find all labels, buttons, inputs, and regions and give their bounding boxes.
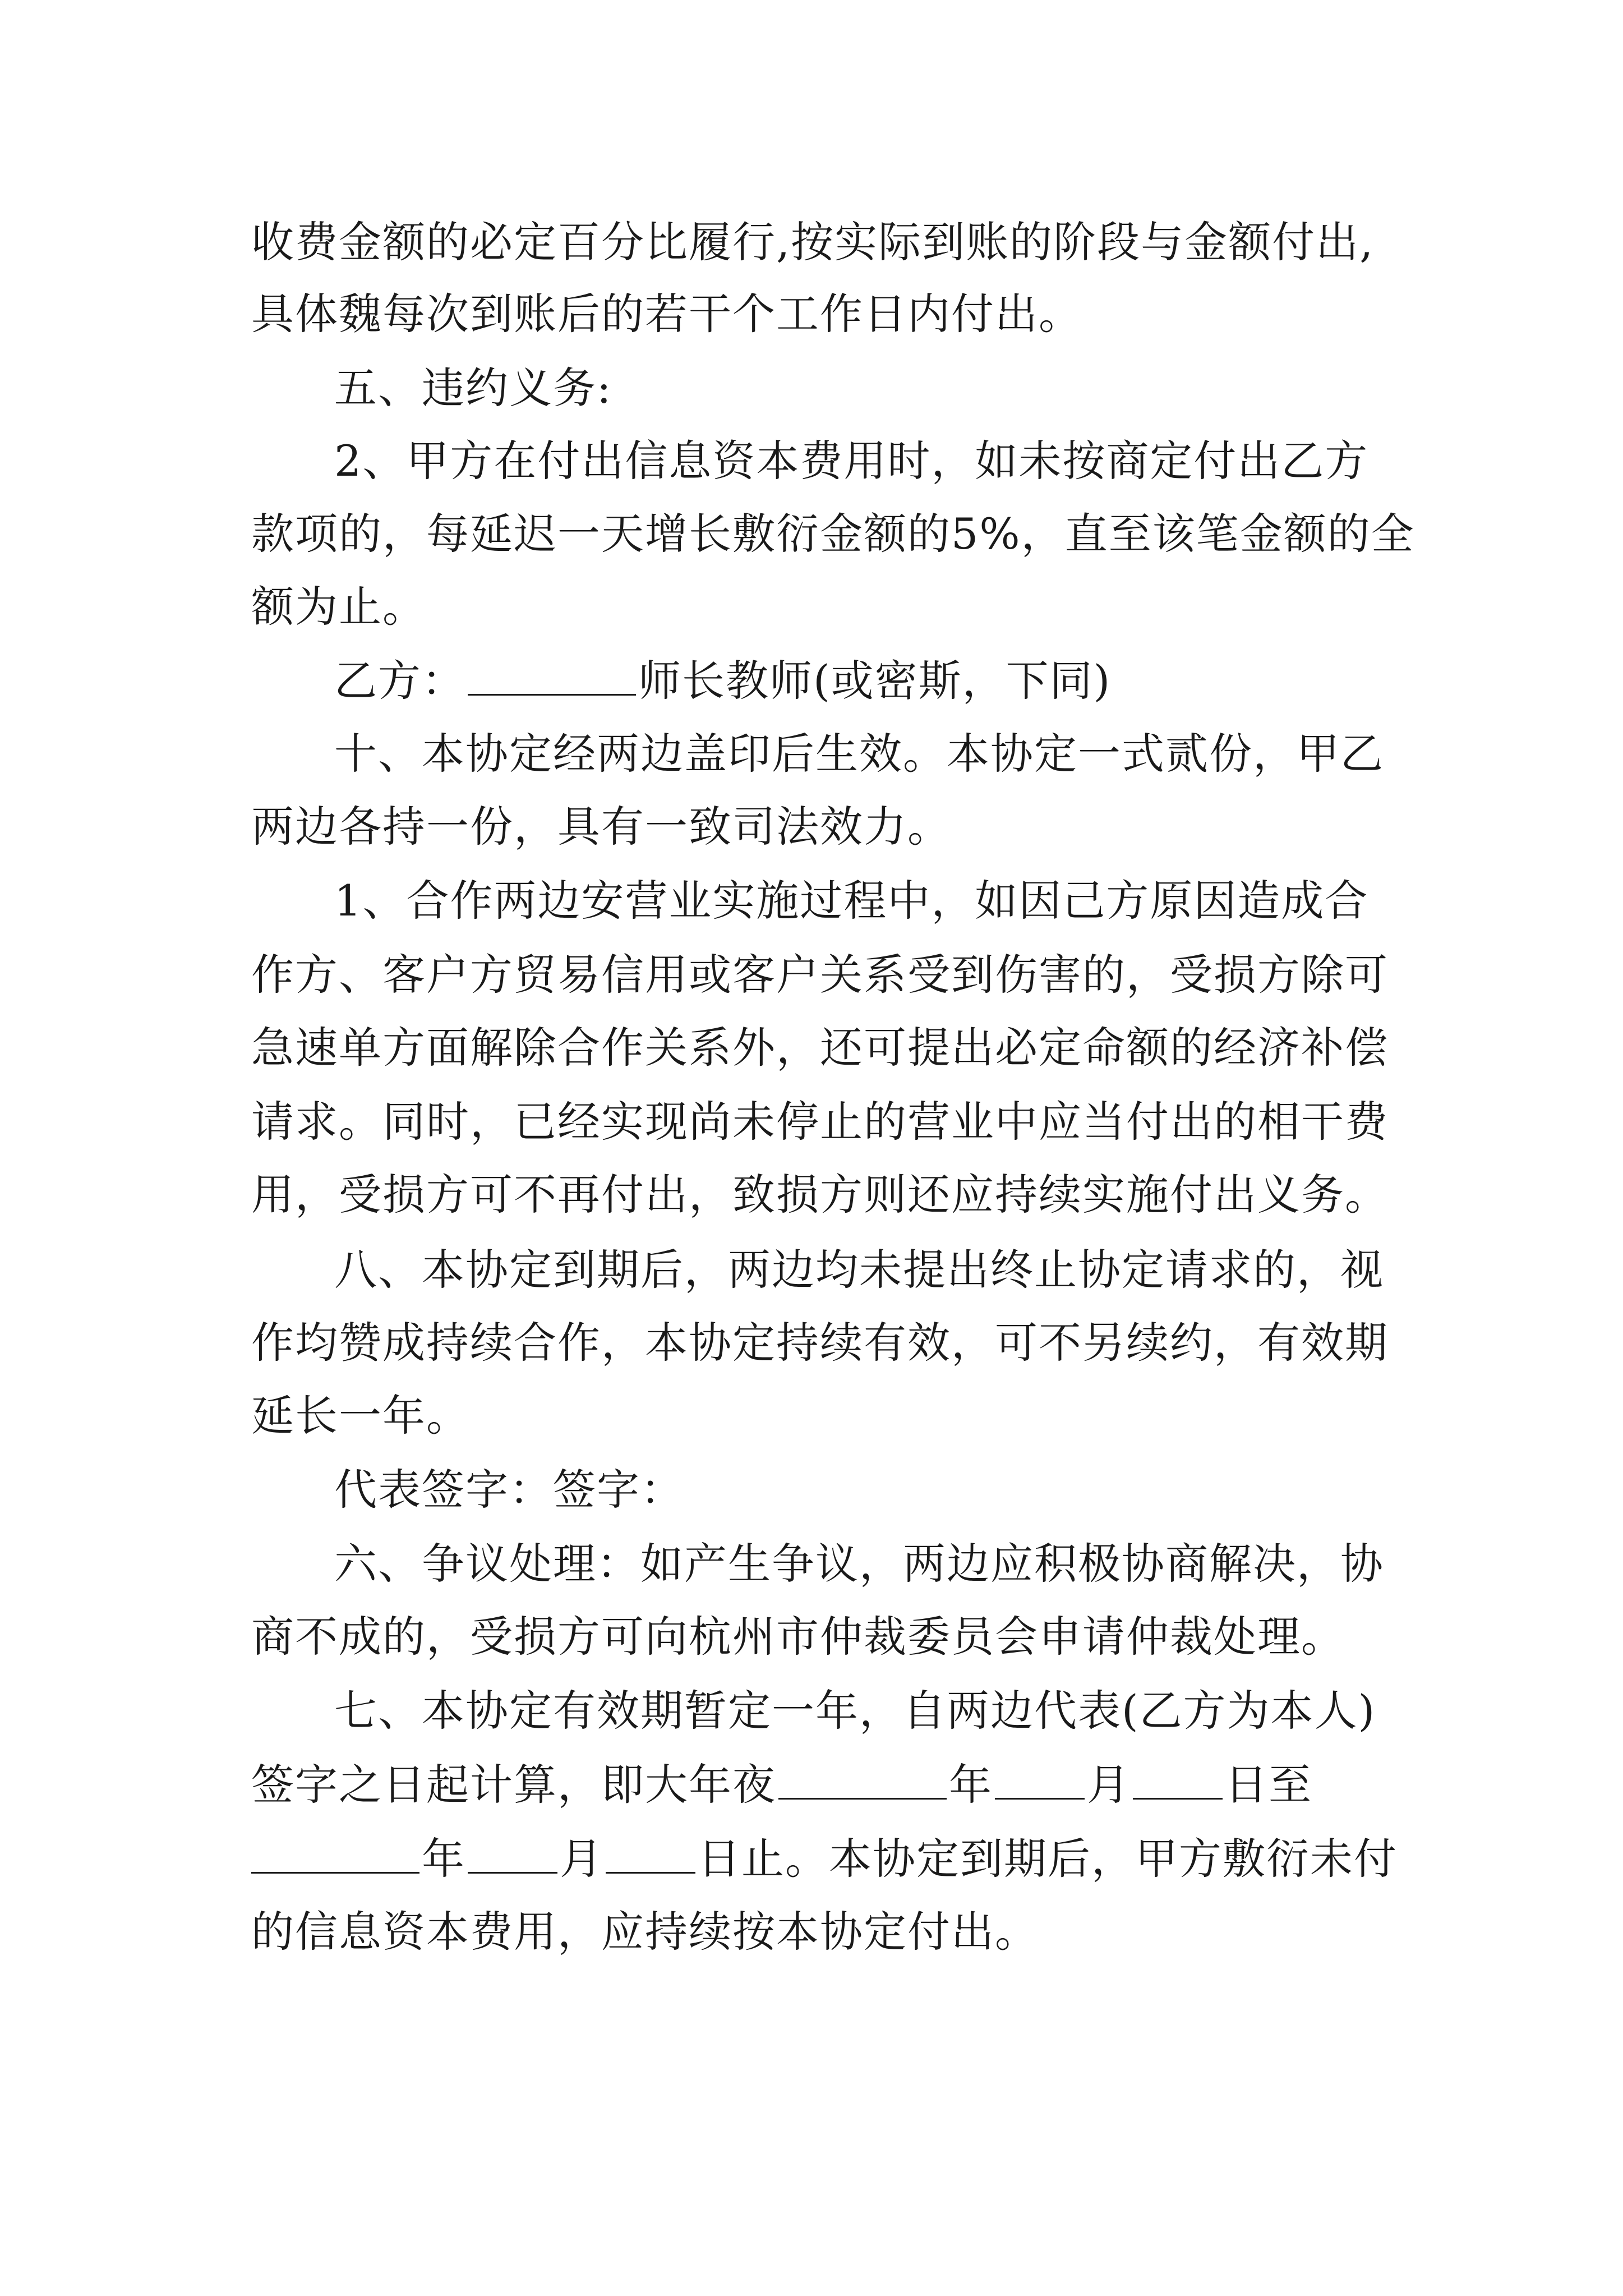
text-line-17: 商不成的，受损方可向杭州市仲裁委员会申请仲裁处理。 xyxy=(251,1612,1345,1662)
text-line-13: 八、本协定到期后，两边均未提出终止协定请求的，视 xyxy=(334,1245,1384,1295)
text-line-6: 十、本协定经两边盖印后生效。本协定一式贰份，甲乙 xyxy=(334,729,1384,779)
text-line-5: 额为止。 xyxy=(251,582,426,632)
text-line-15: 延长一年。 xyxy=(251,1391,470,1441)
day-to-label: 日至 xyxy=(1225,1760,1312,1810)
year-label-2: 年 xyxy=(422,1834,465,1884)
text-line-2: 具体魏每次到账后的若干个工作日内付出。 xyxy=(251,289,1082,339)
start-year-blank xyxy=(778,1763,947,1800)
text-line-11: 请求。同时，已经实现尚未停止的营业中应当付出的相干费 xyxy=(251,1097,1389,1147)
date-prefix: 签字之日起计算，即大年夜 xyxy=(251,1760,776,1810)
year-label: 年 xyxy=(949,1760,993,1810)
month-label-2: 月 xyxy=(560,1834,603,1884)
text-line-12: 用，受损方可不再付出，致损方则还应持续实施付出义务。 xyxy=(251,1170,1389,1220)
text-line-14: 作均赞成持续合作，本协定持续有效，可不另续约，有效期 xyxy=(251,1318,1389,1368)
text-line-8: 1、合作两边安营业实施过程中，如因己方原因造成合 xyxy=(334,876,1369,926)
end-year-blank xyxy=(251,1837,419,1874)
text-line-18: 七、本协定有效期暂定一年，自两边代表(乙方为本人) xyxy=(334,1686,1376,1736)
text-line-16: 六、争议处理：如产生争议，两边应积极协商解决，协 xyxy=(334,1539,1384,1589)
date-line-1 xyxy=(251,1757,1312,1813)
date-suffix: 日止。本协定到期后，甲方敷衍未付 xyxy=(698,1834,1398,1884)
text-line-3: 2、甲方在付出信息资本费用时，如未按商定付出乙方 xyxy=(334,436,1369,486)
text-line-9: 作方、客户方贸易信用或客户关系受到伤害的，受损方除可 xyxy=(251,950,1389,1000)
month-label: 月 xyxy=(1087,1760,1131,1810)
section-heading-5: 五、违约义务: xyxy=(334,363,612,413)
text-line-10: 急速单方面解除合作关系外，还可提出必定命额的经济补偿 xyxy=(251,1023,1389,1073)
text-line-7: 两边各持一份，具有一致司法效力。 xyxy=(251,802,951,852)
date-line-2 xyxy=(251,1831,1398,1887)
text-line-19: 的信息资本费用，应持续按本协定付出。 xyxy=(251,1907,1039,1957)
end-month-blank xyxy=(468,1837,557,1874)
party-b-line xyxy=(334,653,1111,709)
end-day-blank xyxy=(606,1837,695,1874)
start-month-blank xyxy=(995,1763,1085,1800)
party-b-label: 乙方： xyxy=(334,656,465,706)
start-day-blank xyxy=(1133,1763,1223,1800)
party-b-blank xyxy=(468,659,636,696)
party-b-title: 师长教师(或密斯，下同) xyxy=(638,656,1112,706)
signature-line: 代表签字：签字： xyxy=(334,1465,684,1515)
text-line-4: 款项的，每延迟一天增长敷衍金额的5%，直至该笔金额的全 xyxy=(251,509,1415,559)
text-line-1: 收费金额的必定百分比履行,按实际到账的阶段与金额付出, xyxy=(251,217,1375,267)
